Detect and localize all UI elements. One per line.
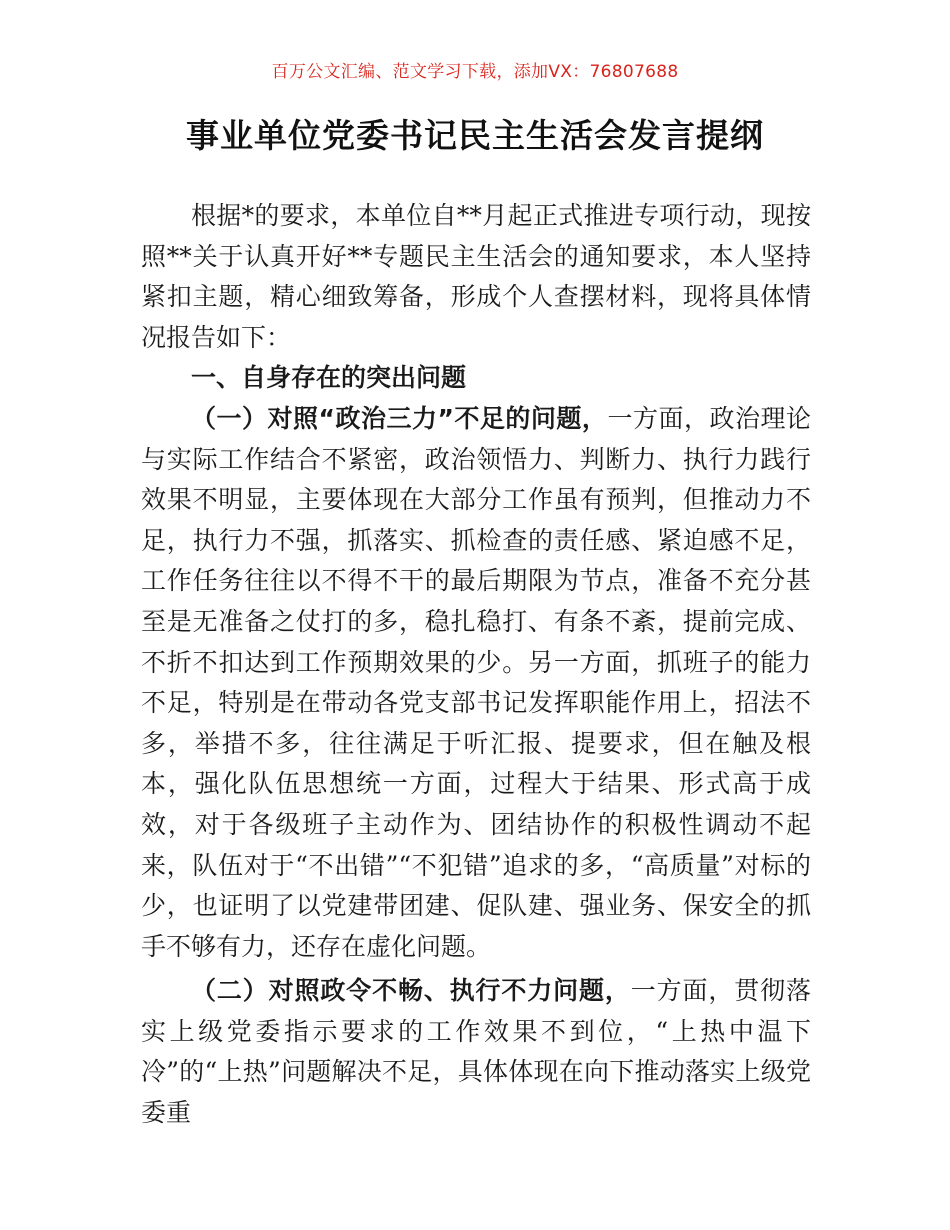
problem-text-2: 一方面，贯彻落实上级党委指示要求的工作效果不到位，“上热中温下冷”的“上热”问题解决不足，具体体现在向下推动落实上级党委重	[141, 976, 811, 1128]
document-body	[141, 196, 811, 1134]
problem-paragraph-1	[141, 399, 811, 967]
problem-lead-2: （二）对照政令不畅、执行不力问题，	[191, 976, 631, 1006]
problem-text-1: 一方面，政治理论与实际工作结合不紧密，政治领悟力、判断力、执行力践行效果不明显，主要体现在大部分工作虽有预判，但推动力不足，执行力不强，抓落实、抓检查的责任感、紧迫感不足，工作任务往往以不得不干的最后期限为节点，准备不充分甚至是无准备之仗打的多，稳扎稳打、有条不紊，提前完成、不折不扣达到工作预期效果的少。另一方面，抓班子的能力不足，特别是在带动各党支部书记发挥职能作用上，招法不多，举措不多，往往满足于听汇报、提要求，但在触及根本，强化队伍思想统一方面，过程大于结果、形式高于成效，对于各级班子主动作为、团结协作的积极性调动不起来，队伍对于“不出错”“不犯错”追求的多，“高质量”对标的少，也证明了以党建带团建、促队建、强业务、保安全的抓手不够有力，还存在虚化问题。	[141, 403, 811, 961]
document-title: 事业单位党委书记民主生活会发言提纲	[186, 116, 764, 155]
problem-paragraph-2	[141, 971, 811, 1133]
section-heading: 一、自身存在的突出问题	[191, 363, 467, 393]
intro-paragraph: 根据*的要求，本单位自**月起正式推进专项行动，现按照**关于认真开好**专题民主生活会的通知要求，本人坚持紧扣主题，精心细致筹备，形成个人查摆材料，现将具体情况报告如下：	[141, 201, 811, 352]
download-watermark-note: 百万公文汇编、范文学习下载，添加VX：76807688	[271, 62, 679, 82]
problem-lead-1: （一）对照“政治三力”不足的问题，	[191, 403, 608, 433]
